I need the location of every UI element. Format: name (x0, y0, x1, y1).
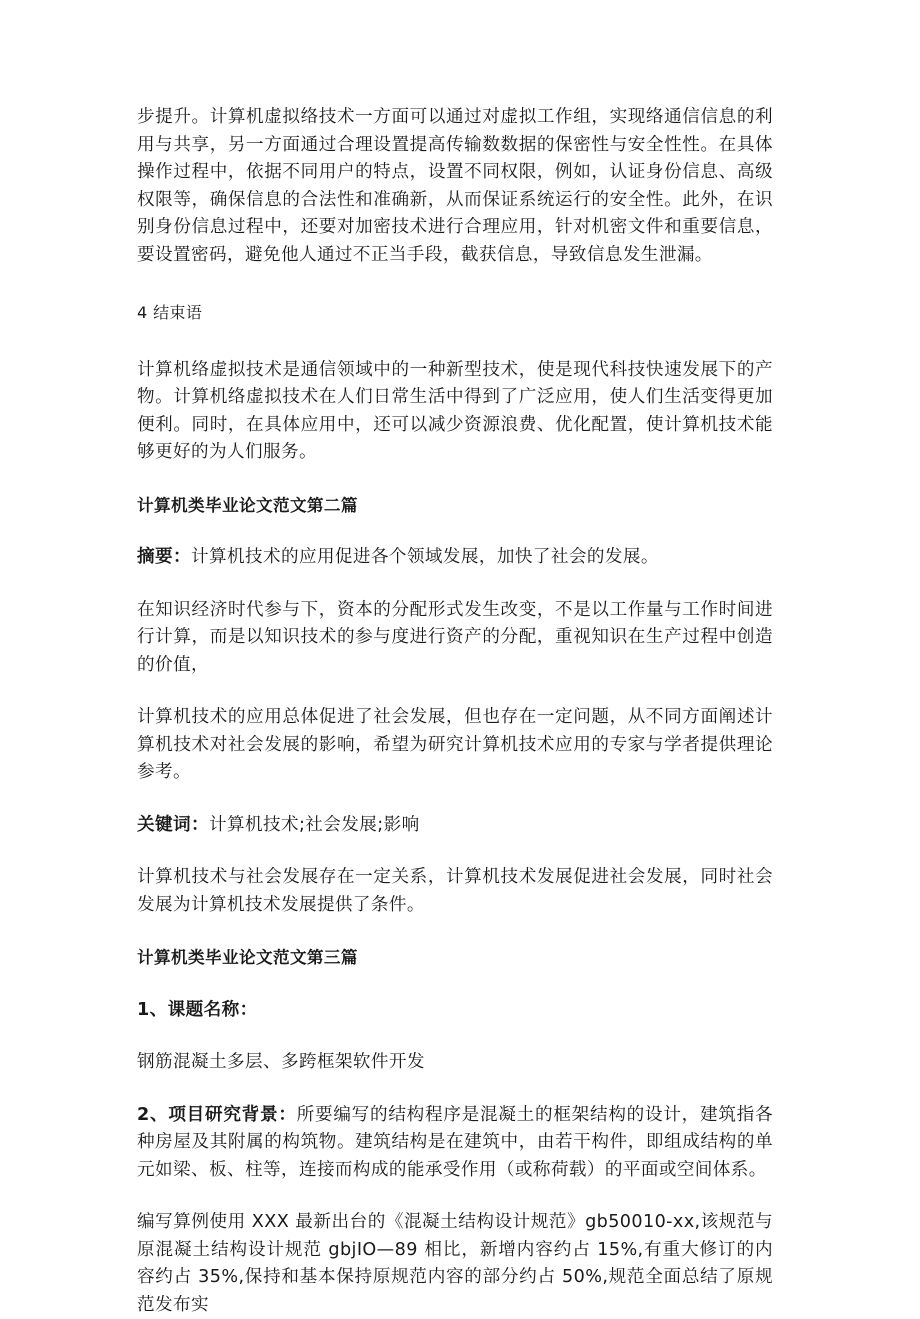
keywords-text: 计算机技术;社会发展;影响 (208, 814, 420, 835)
item-background-text: 所要编写的结构程序是混凝土的框架结构的设计，建筑指各种房屋及其附属的构筑物。建筑结构是在建筑中，由若干构件，即组成结构的单元如梁、板、柱等，连接而构成的能承受作用（或称荷载）的平面或空间体系。 (137, 1104, 773, 1180)
article-heading-third: 计算机类毕业论文范文第三篇 (137, 948, 358, 967)
document-body (137, 104, 773, 1319)
abstract-paragraph (137, 544, 773, 572)
section-title-conclusion: 4 结束语 (137, 303, 203, 322)
item-topic-label: 1、课题名称： (137, 999, 258, 1020)
paragraph-knowledge-economy: 在知识经济时代参与下，资本的分配形式发生改变，不是以工作量与工作时间进行计算，而是以知识技术的参与度进行资产的分配，重视知识在生产过程中创造的价值， (137, 599, 773, 675)
item-background-paragraph (137, 1102, 773, 1185)
item-background-label: 2、项目研究背景： (137, 1104, 297, 1125)
paragraph-conclusion: 计算机络虚拟技术是通信领域中的一种新型技术，使是现代科技快速发展下的产物。计算机络虚拟技术在人们日常生活中得到了广泛应用，使人们生活变得更加便利。同时，在具体应用中，还可以减少资源浪费、优化配置，使计算机技术能够更好的为人们服务。 (137, 359, 773, 462)
paragraph-code-standard: 编写算例使用 XXX 最新出台的《混凝土结构设计规范》gb50010-xx,该规范与原混凝土结构设计规范 gbjIO—89 相比，新增内容约占 15%,有重大修订的内容约占 35%,保持和基本保持原规范内容的部分约占 50%,规范全面总结了原规范发布实 (137, 1212, 773, 1315)
paragraph-relationship: 计算机技术与社会发展存在一定关系，计算机技术发展促进社会发展，同时社会发展为计算机技术发展提供了条件。 (137, 867, 773, 915)
keywords-label: 关键词： (137, 814, 209, 835)
paragraph-application: 计算机技术的应用总体促进了社会发展，但也存在一定问题，从不同方面阐述计算机技术对社会发展的影响，希望为研究计算机技术应用的专家与学者提供理论参考。 (137, 707, 773, 782)
keywords-paragraph (137, 812, 773, 840)
article-heading-second: 计算机类毕业论文范文第二篇 (137, 495, 358, 515)
item-topic-text: 钢筋混凝土多层、多跨框架软件开发 (137, 1052, 425, 1072)
paragraph-security: 步提升。计算机虚拟络技术一方面可以通过对虚拟工作组，实现络通信信息的利用与共享，另一方面通过合理设置提高传输数数据的保密性与安全性性。在具体操作过程中，依据不同用户的特点，设置不同权限，例如，认证身份信息、高级权限等，确保信息的合法性和准确新，从而保证系统运行的安全性。此外，在识别身份信息过程中，还要对加密技术进行合理应用，针对机密文件和重要信息，要设置密码，避免他人通过不正当手段，截获信息，导致信息发生泄漏。 (137, 107, 773, 265)
abstract-text: 计算机技术的应用促进各个领域发展，加快了社会的发展。 (190, 547, 659, 567)
abstract-label: 摘要： (137, 547, 191, 567)
